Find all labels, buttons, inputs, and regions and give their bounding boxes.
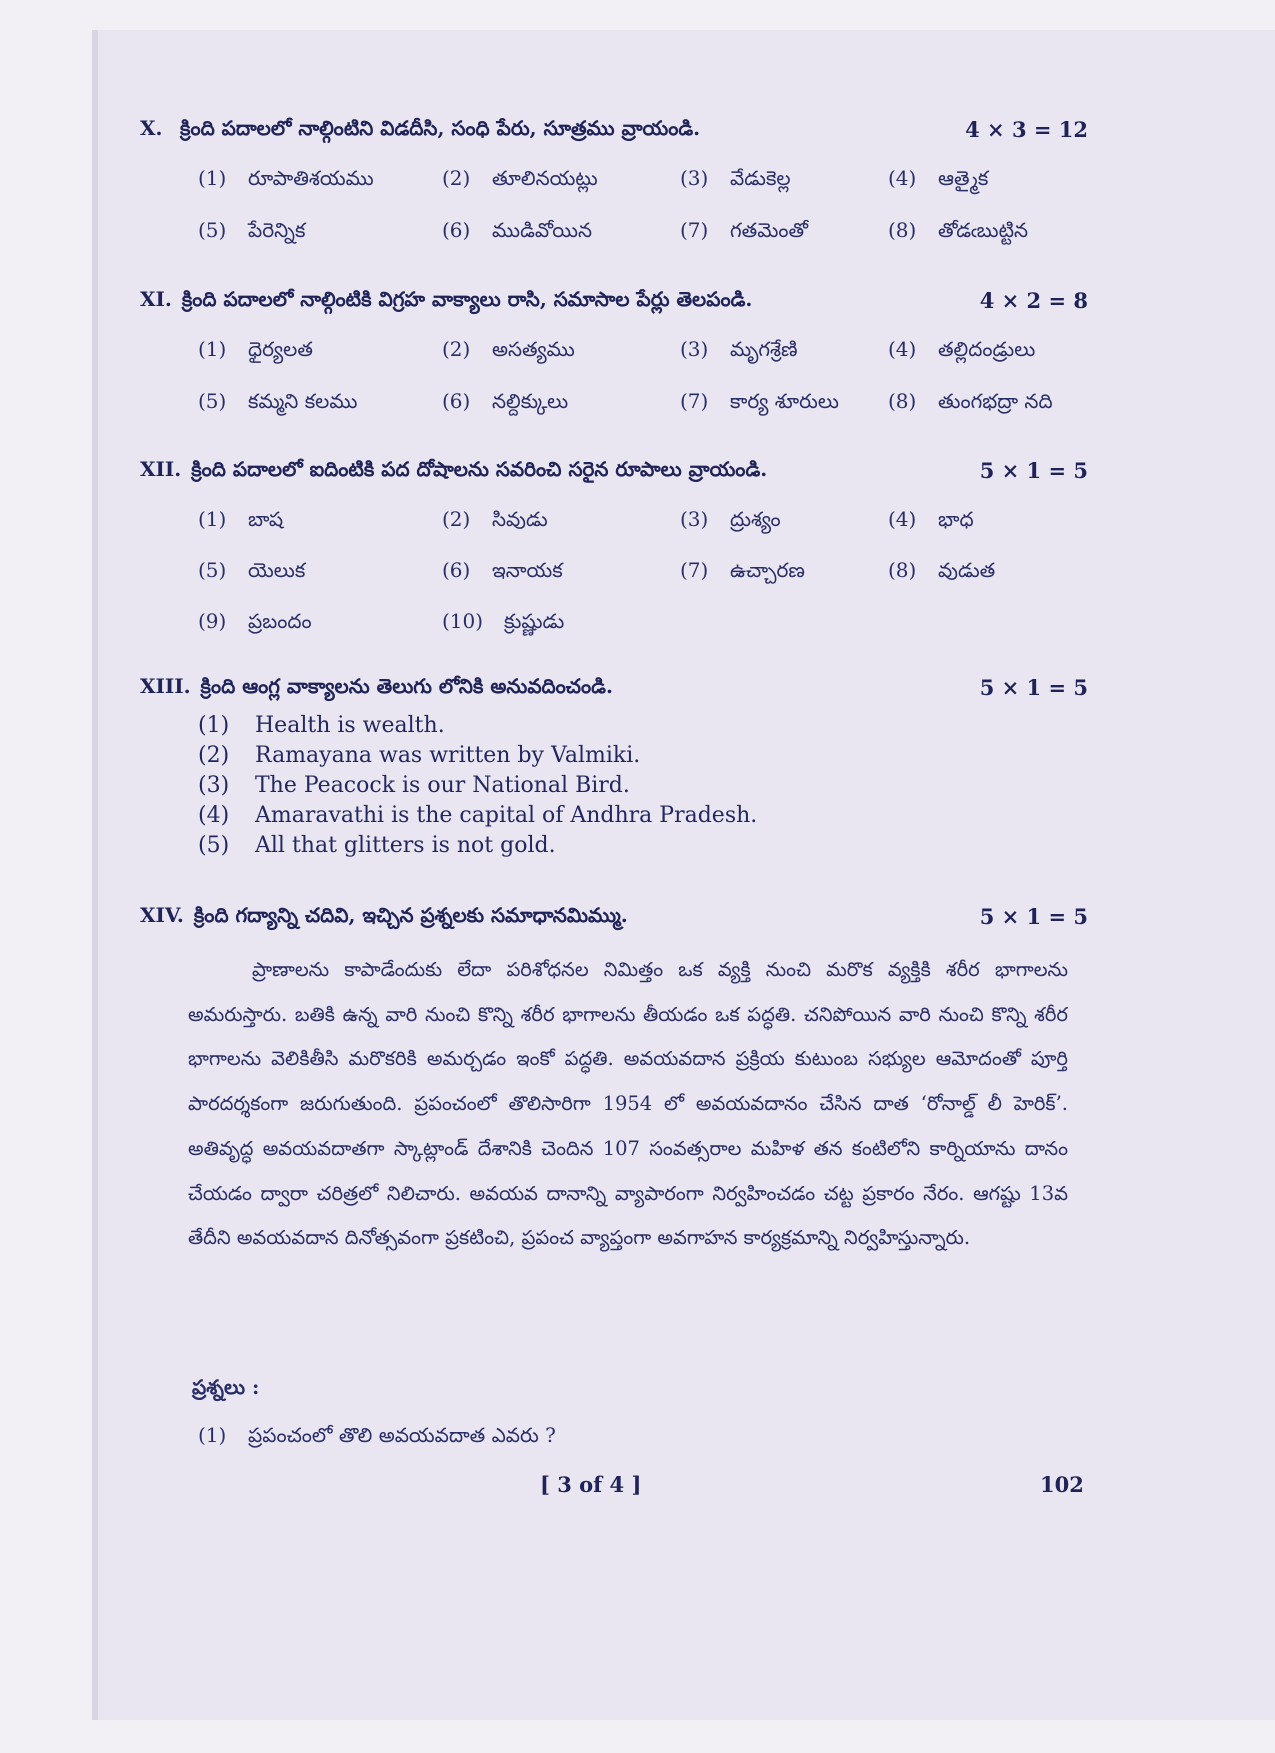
option: (5) కమ్మని కలము — [198, 389, 358, 413]
section-xiii-heading — [140, 674, 613, 703]
section-number: X. — [140, 116, 163, 140]
english-sentence: (2) Ramayana was written by Valmiki. — [198, 743, 641, 768]
page-number: [ 3 of 4 ] — [540, 1472, 642, 1497]
section-xi-heading — [140, 287, 752, 316]
option: (6) ముడివోయిన — [442, 218, 592, 242]
option: (2) అసత్యము — [442, 337, 575, 361]
section-marks: 4 × 2 = 8 — [979, 288, 1088, 313]
section-marks: 5 × 1 = 5 — [979, 675, 1088, 700]
english-sentence: (1) Health is wealth. — [198, 713, 445, 738]
reading-passage: ప్రాణాలను కాపాడేందుకు లేదా పరిశోధనల నిమిత్తం ఒక వ్యక్తి నుంచి మరొక వ్యక్తికి శరీర భాగాలను అమరుస్తారు. బతికి ఉన్న వారి నుంచి కొన్ని శరీర భాగాలను తీయడం ఒక పద్ధతి. చనిపోయిన వారి నుంచి కొన్ని శరీర భాగాలను వెలికితీసి మరొకరికి అమర్చడం ఇంకో పద్ధతి. అవయవదాన ప్రక్రియ కుటుంబ సభ్యుల ఆమోదంతో పూర్తి పారదర్శకంగా జరుగుతుంది. ప్రపంచంలో తొలిసారిగా 1954 లో అవయవదానం చేసిన దాత ‘రోనాల్డ్ లీ హెరిక్’. అతివృద్ధ అవయవదాతగా స్కాట్లాండ్ దేశానికి చెందిన 107 సంవత్సరాల మహిళ తన కంటిలోని కార్నియాను దానం చేయడం ద్వారా చరిత్రలో నిలిచారు. అవయవ దానాన్ని వ్యాపారంగా నిర్వహించడం చట్ట ప్రకారం నేరం. ఆగష్టు 13వ తేదీని అవయవదాన దినోత్సవంగా ప్రకటించి, ప్రపంచ వ్యాప్తంగా అవగాహన కార్యక్రమాన్ని నిర్వహిస్తున్నారు. — [188, 958, 1068, 1250]
option: (3) ద్రుశ్యం — [680, 507, 781, 531]
section-number: XIV. — [140, 903, 184, 927]
section-number: XII. — [140, 457, 182, 481]
exam-paper — [92, 30, 1275, 1720]
section-instruction: క్రింది పదాలలో నాల్గింటిని విడదీసి, సంధి పేరు, సూత్రము వ్రాయండి. — [180, 116, 701, 140]
option: (1) ధైర్యలత — [198, 337, 313, 361]
paper-code: 102 — [1040, 1472, 1084, 1497]
option: (7) గతమెంతో — [680, 218, 809, 242]
english-sentence: (5) All that glitters is not gold. — [198, 833, 556, 858]
option: (7) కార్య శూరులు — [680, 389, 839, 413]
option: (2) సివుడు — [442, 507, 548, 531]
paper-edge — [92, 30, 98, 1720]
section-marks: 5 × 1 = 5 — [979, 458, 1088, 483]
option: (2) తూలినయట్లు — [442, 166, 598, 190]
section-instruction: క్రింది ఆంగ్ల వాక్యాలను తెలుగు లోనికి అనువదించండి. — [200, 674, 613, 698]
option: (9) ప్రబందం — [198, 609, 312, 633]
option: (6) నల్దిక్కులు — [442, 389, 569, 413]
section-number: XIII. — [140, 674, 191, 698]
section-xiv-heading — [140, 903, 628, 932]
option: (4) తల్లిదండ్రులు — [888, 337, 1036, 361]
section-xii-heading — [140, 457, 767, 486]
option: (5) యెలుక — [198, 558, 306, 582]
section-x-heading — [140, 116, 700, 145]
english-sentence: (4) Amaravathi is the capital of Andhra Pradesh. — [198, 803, 758, 828]
questions-label: ప్రశ్నలు : — [192, 1375, 260, 1399]
section-marks: 5 × 1 = 5 — [979, 904, 1088, 929]
option: (1) రూపాతిశయము — [198, 166, 374, 190]
section-number: XI. — [140, 287, 172, 311]
option: (5) పేరెన్నిక — [198, 218, 306, 242]
section-instruction: క్రింది పదాలలో నాల్గింటికి విగ్రహ వాక్యాలు రాసి, సమాసాల పేర్లు తెలపండి. — [181, 287, 753, 311]
option: (10) క్రుష్ణుడు — [442, 609, 565, 633]
comprehension-question: (1) ప్రపంచంలో తొలి అవయవదాత ఎవరు ? — [198, 1423, 556, 1447]
option: (3) మృగశ్రేణి — [680, 337, 798, 361]
option: (4) భాధ — [888, 507, 974, 531]
option: (8) తోడఁబుట్టిన — [888, 218, 1029, 242]
option: (3) వేడుకెల్ల — [680, 166, 791, 190]
english-sentence: (3) The Peacock is our National Bird. — [198, 773, 630, 798]
option: (4) ఆత్మైక — [888, 166, 989, 190]
section-instruction: క్రింది పదాలలో ఐదింటికి పద దోషాలను సవరించి సరైన రూపాలు వ్రాయండి. — [191, 457, 768, 481]
option: (8) తుంగభద్రా నది — [888, 389, 1053, 413]
option: (8) వుడుత — [888, 558, 996, 582]
section-instruction: క్రింది గద్యాన్ని చదివి, ఇచ్చిన ప్రశ్నలకు సమాధానమిమ్ము. — [193, 903, 628, 927]
option: (1) బాష — [198, 507, 284, 531]
option: (7) ఉచ్చారణ — [680, 558, 805, 582]
option: (6) ఇనాయక — [442, 558, 563, 582]
section-marks: 4 × 3 = 12 — [965, 117, 1088, 142]
